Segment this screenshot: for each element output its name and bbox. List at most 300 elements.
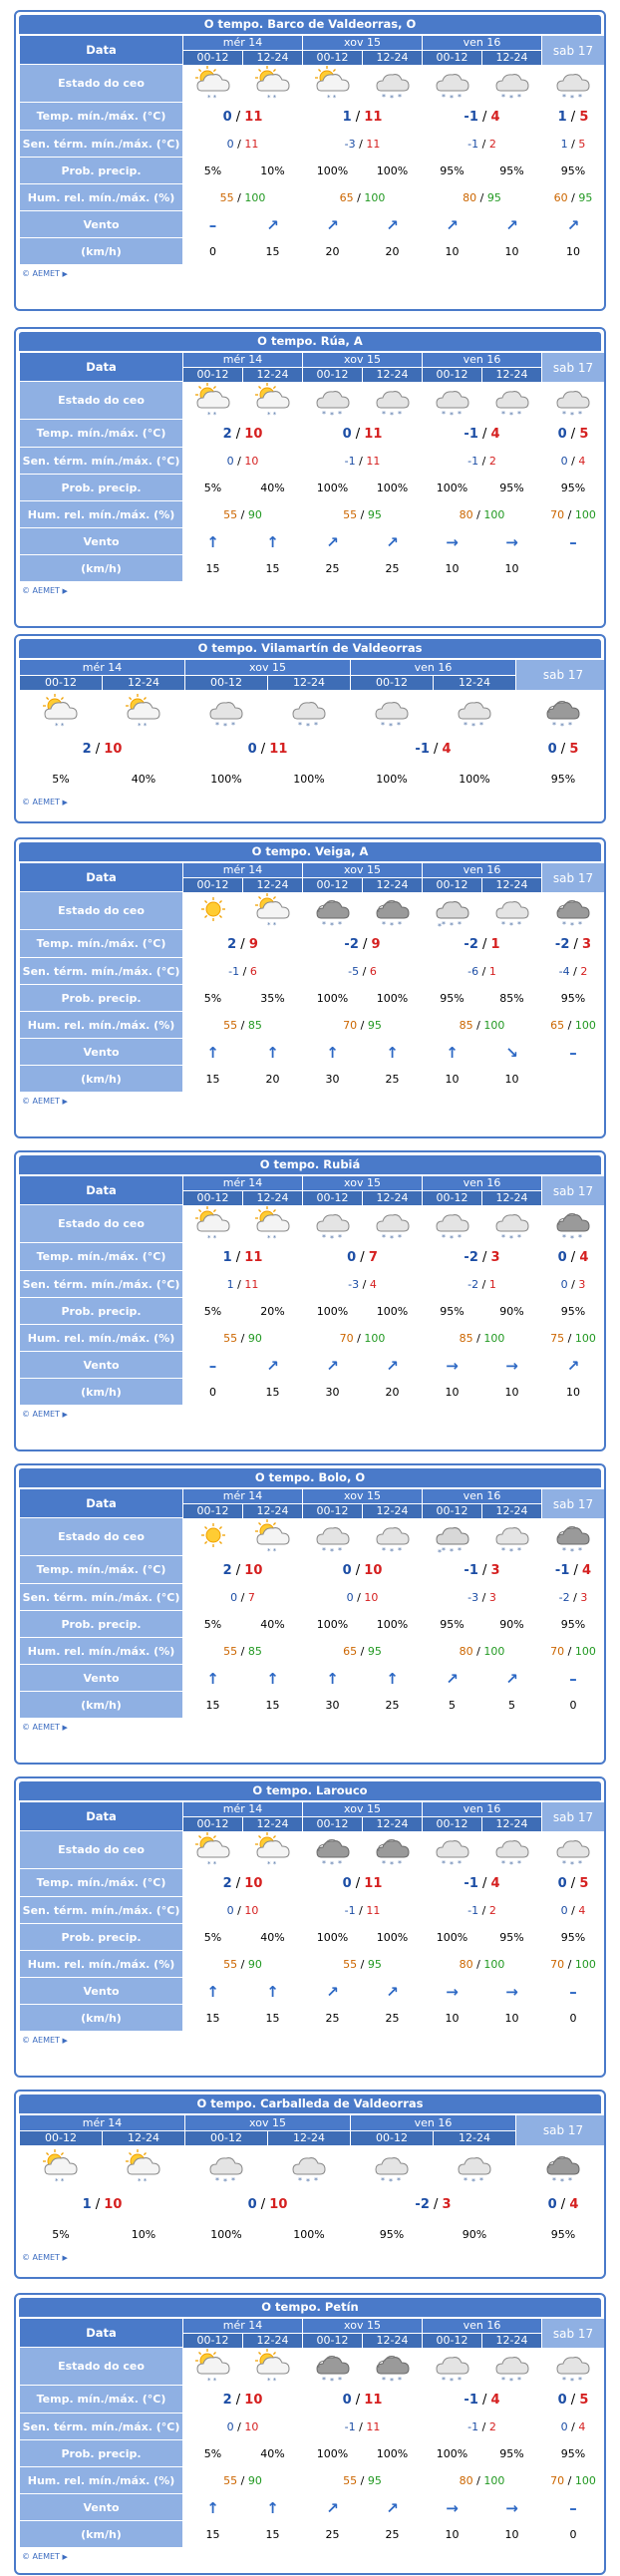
wind-cell <box>482 1665 541 1692</box>
forecast-table <box>19 1802 605 2032</box>
max-value: 3 <box>488 1591 496 1604</box>
sky-cell <box>183 2348 242 2386</box>
svg-text:*: * <box>570 94 574 103</box>
svg-text:*: * <box>457 410 462 419</box>
speed-cell: 25 <box>363 2521 422 2548</box>
min-value: 1 <box>557 109 567 125</box>
day-header: ven 16 <box>423 36 541 50</box>
sens-cell: -1 / 11 <box>303 1897 422 1924</box>
max-value: 90 <box>247 1958 262 1971</box>
max-value: 4 <box>490 1875 500 1891</box>
min-value: -3 <box>467 1591 479 1604</box>
speed-cell: 0 <box>183 238 242 265</box>
min-value: -1 <box>464 109 478 125</box>
period-header: 12-24 <box>434 2130 515 2145</box>
svg-text:*: * <box>397 93 402 102</box>
svg-text:*: * <box>560 2177 564 2186</box>
temp-cell: 1 / 5 <box>542 103 604 131</box>
day-header: sab 17 <box>542 353 604 382</box>
wind-cell <box>363 2494 422 2521</box>
max-value: 2 <box>488 138 496 151</box>
max-value: 95 <box>578 191 593 204</box>
min-value: 0 <box>226 138 234 151</box>
period-header: 12-24 <box>363 1503 422 1518</box>
svg-text:*: * <box>570 921 574 930</box>
min-value: 65 <box>550 1019 565 1032</box>
svg-text:* *: * * <box>266 411 276 419</box>
svg-text:*: * <box>215 2176 219 2185</box>
prob-cell: 95% <box>482 1924 541 1951</box>
max-value: 100 <box>483 1019 505 1032</box>
sky-cell <box>303 65 362 103</box>
label-vento: Vento <box>20 528 182 555</box>
sky-cell <box>243 1205 302 1243</box>
label-temp: Temp. mín./máx. (°C) <box>20 1243 182 1271</box>
hum-cell: 80 / 100 <box>423 1638 541 1665</box>
max-value: 10 <box>244 2420 259 2433</box>
speed-cell: 25 <box>363 555 422 582</box>
period-header: 00-12 <box>20 675 102 690</box>
sky-cell <box>363 1205 422 1243</box>
temp-cell: 0 / 11 <box>183 103 302 131</box>
sky-cell <box>434 690 515 734</box>
sky-cell <box>542 1518 604 1556</box>
label-hum: Hum. rel. mín./máx. (%) <box>20 501 182 528</box>
snow-cloud-icon <box>482 1205 541 1243</box>
day-header: mér 14 <box>183 2319 302 2333</box>
min-value: 0 <box>560 2420 568 2433</box>
svg-text:*: * <box>321 1546 326 1555</box>
svg-text:*: * <box>449 411 454 420</box>
prob-cell: 100% <box>303 985 362 1012</box>
wind-arrow-icon: ↗ <box>266 1356 279 1375</box>
label-sens: Sen. térm. mín./máx. (°C) <box>20 2414 182 2440</box>
svg-text:*: * <box>381 1546 386 1555</box>
speed-cell: 30 <box>303 1379 362 1406</box>
label-temp: Temp. mín./máx. (°C) <box>20 103 182 131</box>
max-value: 3 <box>490 1562 500 1578</box>
forecast-table <box>19 2115 606 2249</box>
svg-text:*: * <box>457 920 462 929</box>
temp-cell: 2 / 10 <box>183 420 302 448</box>
aemet-link[interactable]: © AEMET ▶ <box>22 1097 68 1106</box>
min-value: 55 <box>223 508 238 521</box>
svg-text:*: * <box>578 93 582 102</box>
svg-text:*: * <box>223 2177 227 2186</box>
snow-cloud-icon <box>363 1205 422 1243</box>
sky-cell <box>542 1831 604 1869</box>
period-header: 00-12 <box>303 1190 362 1205</box>
min-value: 0 <box>247 741 257 757</box>
hum-cell: 55 / 100 <box>183 184 302 211</box>
storm-cloud-icon <box>363 2348 422 2386</box>
speed-cell: 15 <box>183 1692 242 1719</box>
min-value: -1 <box>344 1904 356 1917</box>
svg-text:*: * <box>381 721 385 730</box>
sun-cloud-icon <box>20 2148 102 2186</box>
sky-cell <box>542 892 604 930</box>
max-value: 100 <box>574 1332 596 1345</box>
play-icon: ▶ <box>62 2037 68 2045</box>
wind-cell <box>183 2494 242 2521</box>
wind-arrow-icon: ↗ <box>326 2498 339 2517</box>
speed-cell: 15 <box>243 555 302 582</box>
wind-arrow-icon: ↑ <box>386 1043 399 1062</box>
svg-text:* *: * * <box>266 1860 276 1868</box>
sens-cell: 0 / 11 <box>183 131 302 158</box>
day-header: xov 15 <box>303 2319 422 2333</box>
period-header: 00-12 <box>183 1503 242 1518</box>
hum-cell: 85 / 100 <box>423 1012 541 1039</box>
svg-text:*: * <box>389 1860 394 1869</box>
max-value: 11 <box>244 1249 263 1265</box>
speed-cell: 15 <box>183 2005 242 2032</box>
aemet-link[interactable]: © AEMET ▶ <box>22 269 68 278</box>
period-header: 12-24 <box>243 877 302 892</box>
svg-text:*: * <box>389 1547 394 1556</box>
svg-text:*: * <box>389 921 394 930</box>
max-value: 95 <box>486 191 501 204</box>
sens-cell: 0 / 10 <box>183 448 302 475</box>
snow-cloud-icon <box>363 1518 422 1556</box>
snow-cloud-icon <box>268 693 350 731</box>
svg-text:*: * <box>449 94 454 103</box>
day-header: mér 14 <box>183 1802 302 1816</box>
max-value: 100 <box>244 191 266 204</box>
svg-text:*: * <box>500 93 505 102</box>
svg-text:*: * <box>389 2177 393 2186</box>
prob-cell: 90% <box>482 1298 541 1325</box>
day-header: sab 17 <box>542 2319 604 2348</box>
speed-cell: 30 <box>303 1692 362 1719</box>
svg-text:*: * <box>508 1234 513 1243</box>
max-value: 11 <box>364 109 383 125</box>
max-value: 4 <box>442 741 452 757</box>
sky-cell <box>303 1831 362 1869</box>
svg-text:*: * <box>449 2377 454 2386</box>
day-header: ven 16 <box>423 863 541 877</box>
aemet-link[interactable]: © AEMET ▶ <box>22 2552 68 2561</box>
wind-cell <box>542 1978 604 2005</box>
period-header: 12-24 <box>363 1190 422 1205</box>
sky-cell <box>482 2348 541 2386</box>
hum-cell: 55 / 90 <box>183 1951 302 1978</box>
max-value: 11 <box>244 138 259 151</box>
max-value: 100 <box>483 1332 505 1345</box>
sens-cell: -2 / 3 <box>542 1584 604 1611</box>
prob-cell: 100% <box>363 475 422 501</box>
hum-cell: 80 / 100 <box>423 2467 541 2494</box>
temp-cell: 1 / 10 <box>20 2189 184 2219</box>
min-value: 75 <box>550 1332 565 1345</box>
sens-cell: -1 / 2 <box>423 2414 541 2440</box>
label-vento: Vento <box>20 1039 182 1066</box>
sun-cloud-icon <box>103 693 184 731</box>
speed-cell: 10 <box>542 238 604 265</box>
sky-cell <box>243 1518 302 1556</box>
wind-arrow-icon: ↗ <box>386 532 399 551</box>
aemet-link[interactable]: © AEMET ▶ <box>22 586 68 595</box>
wind-cell <box>363 1665 422 1692</box>
temp-cell: 0 / 7 <box>303 1243 422 1271</box>
snow-cloud-icon <box>423 65 481 103</box>
label-estado: Estado do ceo <box>20 892 182 930</box>
hum-cell: 55 / 95 <box>303 1951 422 1978</box>
min-value: 80 <box>459 508 473 521</box>
svg-text:*: * <box>441 410 446 419</box>
prob-cell: 40% <box>103 764 184 794</box>
day-header: mér 14 <box>183 1176 302 1190</box>
speed-cell: 25 <box>303 2005 362 2032</box>
min-value: 70 <box>550 1645 565 1658</box>
wind-arrow-icon: ↑ <box>206 2498 219 2517</box>
svg-text:*: * <box>381 2176 385 2185</box>
svg-text:* *: * * <box>326 94 336 102</box>
prob-cell: 100% <box>363 158 422 184</box>
min-value: -1 <box>464 1562 478 1578</box>
day-header: xov 15 <box>185 2115 350 2130</box>
snow-cloud-icon <box>268 2148 350 2186</box>
label-estado: Estado do ceo <box>20 2348 182 2386</box>
max-value: 7 <box>368 1249 378 1265</box>
min-value: 80 <box>459 1645 473 1658</box>
sens-cell: -1 / 6 <box>183 958 302 985</box>
svg-text:*: * <box>337 410 342 419</box>
speed-cell: 20 <box>303 238 362 265</box>
period-header: 12-24 <box>243 2333 302 2348</box>
widget-title: O tempo. Larouco <box>19 1781 601 1800</box>
svg-text:*: * <box>471 722 475 731</box>
wind-arrow-icon: ↑ <box>446 1043 459 1062</box>
wind-arrow-icon: ↗ <box>326 215 339 234</box>
svg-text:*: * <box>562 1546 566 1555</box>
wind-arrow-icon: ↗ <box>566 1356 580 1375</box>
label-prob: Prob. precip. <box>20 2440 182 2467</box>
max-value: 11 <box>366 2420 381 2433</box>
aemet-link[interactable]: © AEMET ▶ <box>22 2036 68 2045</box>
wind-cell <box>542 528 604 555</box>
wind-arrow-icon: ↑ <box>206 532 219 551</box>
max-value: 4 <box>578 455 586 468</box>
min-value: 0 <box>226 1904 234 1917</box>
min-value: 55 <box>223 2474 238 2487</box>
svg-text:*: * <box>457 1233 462 1242</box>
svg-text:*: * <box>223 722 227 731</box>
sky-cell <box>542 2348 604 2386</box>
max-value: 4 <box>578 2420 586 2433</box>
wind-arrow-icon: → <box>505 1982 518 2001</box>
temp-cell: 1 / 11 <box>303 103 422 131</box>
wind-arrow-icon: ↗ <box>326 1982 339 2001</box>
max-value: 100 <box>574 1645 596 1658</box>
svg-text:*: * <box>397 1233 402 1242</box>
svg-text:*: * <box>516 410 521 419</box>
temp-cell: 1 / 11 <box>183 1243 302 1271</box>
sens-cell: -1 / 11 <box>303 448 422 475</box>
weather-widget <box>14 1463 606 1765</box>
play-icon: ▶ <box>62 587 68 595</box>
max-value: 4 <box>490 2392 500 2408</box>
hum-cell: 70 / 100 <box>542 2467 604 2494</box>
sens-cell: 0 / 10 <box>183 1897 302 1924</box>
play-icon: ▶ <box>62 1411 68 1419</box>
min-value: 0 <box>557 1249 567 1265</box>
speed-cell: 20 <box>363 1379 422 1406</box>
hum-cell: 70 / 100 <box>303 1325 422 1352</box>
day-header: mér 14 <box>183 863 302 877</box>
svg-text:*: * <box>381 1233 386 1242</box>
svg-text:*: * <box>516 1233 521 1242</box>
sky-cell <box>183 1205 242 1243</box>
svg-text:*: * <box>381 410 386 419</box>
speed-cell: 5 <box>423 1692 481 1719</box>
wind-arrow-icon: – <box>208 215 217 234</box>
svg-text:*: * <box>508 1860 513 1869</box>
forecast-table <box>19 660 606 794</box>
day-header: sab 17 <box>542 1489 604 1518</box>
svg-text:*: * <box>381 920 386 929</box>
svg-text:*: * <box>457 1546 462 1555</box>
max-value: 95 <box>367 1019 382 1032</box>
prob-cell: 5% <box>183 1298 242 1325</box>
period-header: 12-24 <box>103 675 184 690</box>
speed-cell: 20 <box>243 1066 302 1093</box>
svg-text:*: * <box>231 2176 235 2185</box>
min-value: 0 <box>346 1591 354 1604</box>
min-value: 1 <box>222 1249 232 1265</box>
svg-text:*: * <box>337 1546 342 1555</box>
sky-cell <box>482 1831 541 1869</box>
aemet-link[interactable]: © AEMET ▶ <box>22 798 68 806</box>
min-value: 80 <box>459 2474 473 2487</box>
max-value: 2 <box>488 1904 496 1917</box>
snow-cloud-icon <box>423 1205 481 1243</box>
label-estado: Estado do ceo <box>20 65 182 103</box>
speed-cell: 10 <box>482 2521 541 2548</box>
aemet-link[interactable]: © AEMET ▶ <box>22 2253 68 2262</box>
sky-cell <box>103 2145 184 2189</box>
svg-text:*: * <box>306 722 310 731</box>
prob-cell: 95% <box>542 158 604 184</box>
aemet-link[interactable]: © AEMET ▶ <box>22 1723 68 1732</box>
widget-title: O tempo. Rubiá <box>19 1155 601 1174</box>
sky-cell <box>363 1831 422 1869</box>
sun-cloud-icon <box>303 65 362 103</box>
svg-text:*: * <box>337 1859 342 1868</box>
label-kmh: (km/h) <box>20 238 182 265</box>
aemet-link[interactable]: © AEMET ▶ <box>22 1410 68 1419</box>
svg-text:*: * <box>397 721 401 730</box>
play-icon: ▶ <box>62 799 68 806</box>
temp-cell: 0 / 11 <box>185 734 350 764</box>
storm-cloud-icon <box>516 693 606 731</box>
max-value: 11 <box>366 455 381 468</box>
hum-cell: 55 / 85 <box>183 1012 302 1039</box>
min-value: 1 <box>82 2196 92 2212</box>
svg-text:*: * <box>464 2176 467 2185</box>
min-value: -2 <box>554 936 570 952</box>
max-value: 5 <box>579 2392 589 2408</box>
max-value: 2 <box>488 2420 496 2433</box>
min-value: 2 <box>222 2392 232 2408</box>
day-header: ven 16 <box>423 1176 541 1190</box>
label-kmh: (km/h) <box>20 1066 182 1093</box>
period-header: 00-12 <box>351 2130 433 2145</box>
max-value: 10 <box>244 2392 263 2408</box>
svg-text:*: * <box>298 721 302 730</box>
sens-cell: 0 / 10 <box>183 2414 302 2440</box>
wind-arrow-icon: ↑ <box>266 1043 279 1062</box>
max-value: 5 <box>579 1875 589 1891</box>
wind-cell <box>363 1039 422 1066</box>
min-value: 85 <box>459 1332 473 1345</box>
weather-widget <box>14 2090 606 2279</box>
wind-arrow-icon: ↗ <box>566 215 580 234</box>
sun-cloud-icon <box>183 1831 242 1869</box>
svg-text:*: * <box>298 2176 302 2185</box>
svg-text:*: * <box>329 2377 334 2386</box>
min-value: -4 <box>558 965 570 978</box>
sky-cell <box>423 892 481 930</box>
min-value: -2 <box>467 1278 479 1291</box>
hum-cell: 55 / 95 <box>303 501 422 528</box>
svg-text:*: * <box>441 93 446 102</box>
sens-cell: -1 / 2 <box>423 1897 541 1924</box>
sky-cell <box>542 1205 604 1243</box>
label-data: Data <box>20 1489 182 1518</box>
svg-text:*: * <box>337 2376 342 2385</box>
min-value: -1 <box>415 741 430 757</box>
hum-cell: 65 / 100 <box>542 1012 604 1039</box>
wind-cell <box>183 1352 242 1379</box>
wind-cell <box>482 528 541 555</box>
temp-cell: 2 / 10 <box>183 2386 302 2414</box>
label-temp: Temp. mín./máx. (°C) <box>20 1556 182 1584</box>
speed-cell: 15 <box>243 238 302 265</box>
period-header: 12-24 <box>103 2130 184 2145</box>
sky-cell <box>185 690 267 734</box>
svg-text:*: * <box>570 411 574 420</box>
period-header: 00-12 <box>183 50 242 65</box>
day-header: ven 16 <box>351 660 515 675</box>
wind-cell <box>482 211 541 238</box>
day-header: sab 17 <box>542 36 604 65</box>
min-value: -1 <box>467 2420 479 2433</box>
max-value: 3 <box>490 1249 500 1265</box>
label-prob: Prob. precip. <box>20 475 182 501</box>
snow-cloud-icon <box>482 382 541 420</box>
heavy-snow-icon <box>423 892 481 930</box>
svg-text:*: * <box>464 721 467 730</box>
storm-cloud-icon <box>363 892 422 930</box>
period-header: 00-12 <box>183 877 242 892</box>
day-header: xov 15 <box>303 1176 422 1190</box>
snow-cloud-icon <box>434 2148 515 2186</box>
max-value: 4 <box>369 1278 377 1291</box>
svg-text:*: * <box>449 921 454 930</box>
max-value: 10 <box>244 1904 259 1917</box>
forecast-table <box>19 2319 605 2548</box>
label-prob: Prob. precip. <box>20 1611 182 1638</box>
sky-cell <box>20 690 102 734</box>
sun-cloud-icon <box>243 65 302 103</box>
widget-title: O tempo. Barco de Valdeorras, O <box>19 15 601 34</box>
speed-cell: 25 <box>303 555 362 582</box>
svg-text:*: * <box>381 93 386 102</box>
prob-cell: 100% <box>363 1611 422 1638</box>
speed-cell: 25 <box>363 1066 422 1093</box>
prob-cell: 100% <box>423 2440 481 2467</box>
